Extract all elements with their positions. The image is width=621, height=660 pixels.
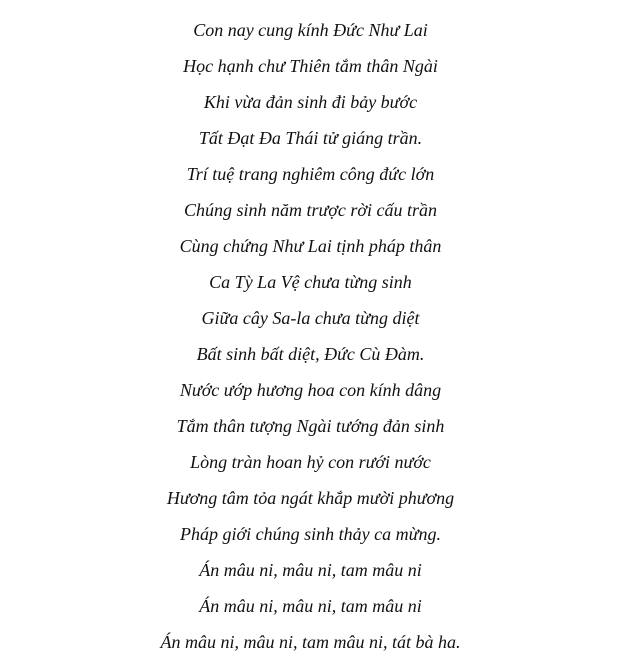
poem-line: Cùng chứng Như Lai tịnh pháp thân [179,236,442,256]
poem-text [0,12,621,660]
poem-line: Trí tuệ trang nghiêm công đức lớn [186,164,435,184]
poem-line: Tắm thân tượng Ngài tướng đản sinh [176,416,445,436]
poem-line: Pháp giới chúng sinh thảy ca mừng. [180,524,441,544]
poem-line: Tất Đạt Đa Thái tử giáng trần. [198,128,423,148]
poem-line: Bất sinh bất diệt, Đức Cù Đàm. [196,344,425,364]
poem-line: Hương tâm tỏa ngát khắp mười phương [166,488,455,508]
poem-line: Án mâu ni, mâu ni, tam mâu ni [199,596,422,616]
poem-line: Lòng tràn hoan hỷ con rưới nước [190,452,431,472]
poem-line: Ca Tỳ La Vệ chưa từng sinh [209,272,412,292]
poem-line: Học hạnh chư Thiên tắm thân Ngài [183,56,438,76]
poem-line: Giữa cây Sa-la chưa từng diệt [201,308,420,328]
poem-line: Con nay cung kính Đức Như Lai [193,20,428,40]
poem-line: Chúng sinh năm trược rời cấu trần [183,200,438,220]
poem-line: Án mâu ni, mâu ni, tam mâu ni [199,560,422,580]
poem-line: Nước ướp hương hoa con kính dâng [179,380,442,400]
poem-line: Khi vừa đản sinh đi bảy bước [203,92,418,112]
poem-line: Án mâu ni, mâu ni, tam mâu ni, tát bà ha. [160,632,461,652]
